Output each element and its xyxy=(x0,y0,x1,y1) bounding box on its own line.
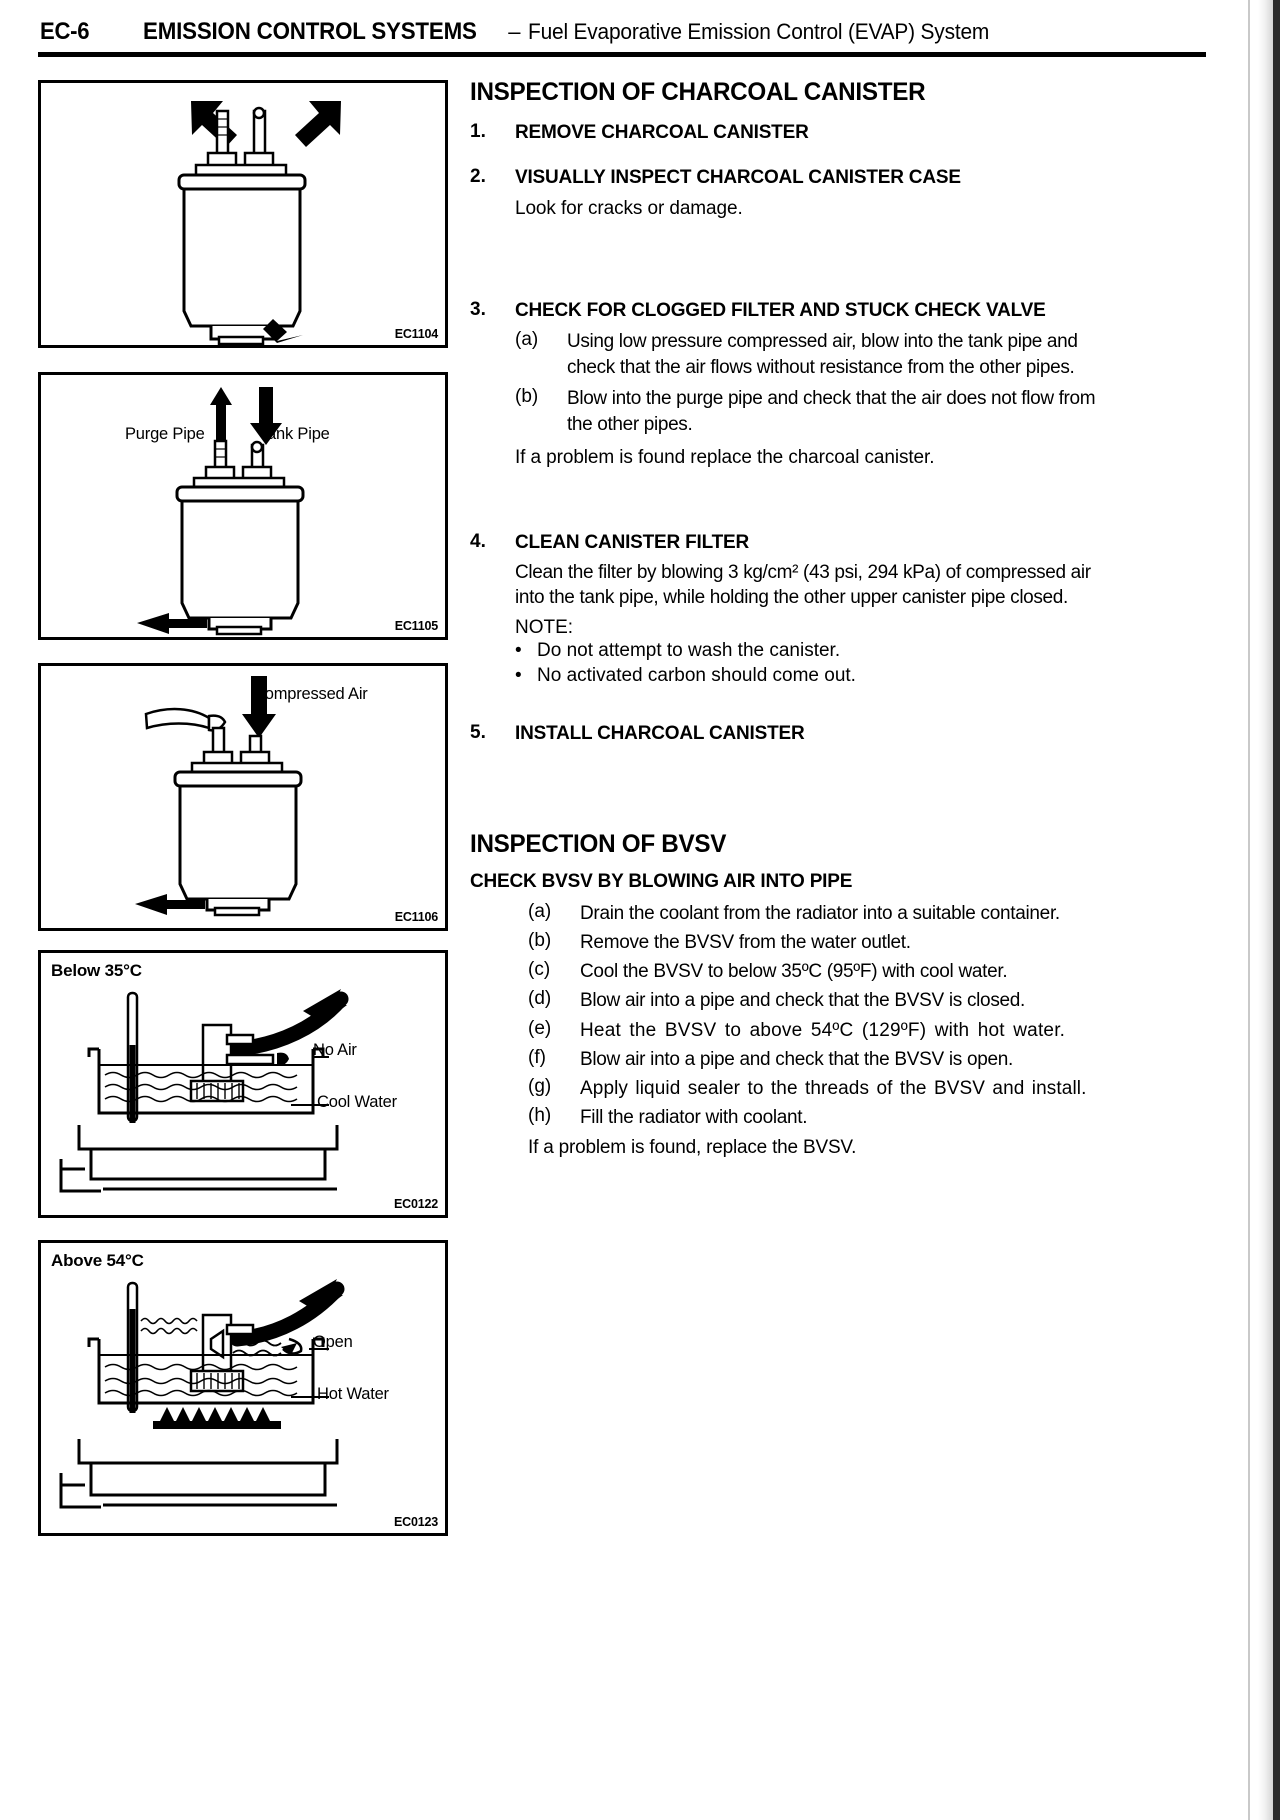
figure-label-below-temp: Below 35°C xyxy=(51,961,142,980)
step-3-closing: If a problem is found replace the charcoal canister. xyxy=(515,447,935,469)
step-3 xyxy=(470,299,1110,323)
item-label: (d) xyxy=(528,988,552,1010)
step-number: 2. xyxy=(470,166,486,188)
figure-clean-canister-filter xyxy=(38,663,448,931)
sub-label: (a) xyxy=(515,329,539,351)
step-5 xyxy=(470,722,1110,746)
figure-code: EC1105 xyxy=(394,619,438,633)
scan-spine-line xyxy=(1248,0,1250,1820)
item-text: Blow air into a pipe and check that the BVSV is open. xyxy=(580,1048,1013,1070)
header-dash: – xyxy=(508,19,521,44)
bvsv-item-e xyxy=(528,1018,1110,1043)
bvsv-item-h xyxy=(528,1105,1110,1130)
figure-label-cool-water: Cool Water xyxy=(317,1093,397,1111)
figure-label-no-air: No Air xyxy=(313,1041,357,1059)
step-number: 3. xyxy=(470,299,486,321)
canister-diagram-2 xyxy=(41,375,445,637)
figure-code: EC0123 xyxy=(394,1515,438,1529)
step-3-sub-a xyxy=(515,329,1110,380)
bvsv-item-g xyxy=(528,1076,1110,1101)
bvsv-item-f xyxy=(528,1047,1110,1072)
spacer xyxy=(470,221,1110,299)
step-title: CHECK FOR CLOGGED FILTER AND STUCK CHECK VALVE xyxy=(515,300,1046,322)
item-text: Blow air into a pipe and check that the BVSV is closed. xyxy=(580,990,1026,1012)
item-label: (b) xyxy=(528,929,552,951)
figure-code: EC1106 xyxy=(394,910,438,924)
sub-text: Using low pressure compressed air, blow into the tank pipe and check that the air flows without resistance from the other pipes. xyxy=(567,331,1078,378)
bvsv-item-a xyxy=(528,901,1110,926)
header-subtitle: Fuel Evaporative Emission Control (EVAP) System xyxy=(527,19,989,44)
step-4-body: Clean the filter by blowing 3 kg/cm² (43 psi, 294 kPa) of compressed air into the tank pipe, while holding the other upper canister pipe closed. xyxy=(515,561,1091,609)
step-title: CLEAN CANISTER FILTER xyxy=(515,531,749,553)
step-number: 5. xyxy=(470,722,486,744)
step-title: REMOVE CHARCOAL CANISTER xyxy=(515,122,809,143)
page-number: EC-6 xyxy=(40,18,90,45)
step-number: 4. xyxy=(470,530,486,552)
figure-label-compressed-air: Compressed Air xyxy=(253,685,368,703)
step-2 xyxy=(470,166,1110,190)
spacer xyxy=(470,752,1110,830)
figure-code: EC1104 xyxy=(394,327,438,341)
spacer xyxy=(470,150,1110,166)
figure-code: EC0122 xyxy=(394,1197,438,1211)
figure-label-hot-water: Hot Water xyxy=(317,1385,389,1403)
item-label: (c) xyxy=(528,959,551,981)
item-label: (f) xyxy=(528,1046,546,1068)
step-1 xyxy=(470,121,1110,145)
item-text: Heat the BVSV to above 54ºC (129ºF) with hot water. xyxy=(580,1019,1066,1041)
section-title-charcoal-canister: INSPECTION OF CHARCOAL CANISTER xyxy=(470,78,926,106)
note-bullet-2 xyxy=(515,664,1110,689)
item-text: Fill the radiator with coolant. xyxy=(580,1107,808,1129)
item-text: Apply liquid sealer to the threads of the BVSV and install. xyxy=(580,1078,1087,1100)
note-text: No activated carbon should come out. xyxy=(537,664,856,686)
note-bullet-1 xyxy=(515,639,1110,664)
step-title: VISUALLY INSPECT CHARCOAL CANISTER CASE xyxy=(515,167,961,189)
header-rule xyxy=(38,52,1206,57)
bvsv-item-d xyxy=(528,988,1110,1013)
figure-label-tank-pipe: Tank Pipe xyxy=(259,425,330,443)
figure-label-above-temp: Above 54°C xyxy=(51,1251,144,1270)
bvsv-diagram-cool xyxy=(41,953,445,1215)
item-label: (a) xyxy=(528,900,552,922)
instruction-column xyxy=(470,78,1110,1159)
step-4 xyxy=(470,531,1110,555)
section-title-bvsv: INSPECTION OF BVSV xyxy=(470,829,727,858)
step-number: 1. xyxy=(470,121,486,142)
bullet-icon: • xyxy=(515,639,522,661)
bullet-icon: • xyxy=(515,664,522,686)
canister-diagram-3 xyxy=(41,666,445,928)
figure-label-purge-pipe: Purge Pipe xyxy=(125,425,205,443)
bvsv-item-c xyxy=(528,959,1110,984)
note-text: Do not attempt to wash the canister. xyxy=(537,639,841,661)
step-title: INSTALL CHARCOAL CANISTER xyxy=(515,723,805,745)
item-label: (h) xyxy=(528,1105,552,1127)
header-title: EMISSION CONTROL SYSTEMS xyxy=(143,18,478,45)
figure-label-open: Open xyxy=(313,1333,353,1351)
figure-charcoal-canister-remove xyxy=(38,80,448,348)
note-label: NOTE: xyxy=(515,616,574,638)
scan-edge-shadow xyxy=(1258,0,1280,1820)
item-text: Drain the coolant from the radiator into a suitable container. xyxy=(580,902,1060,924)
item-text: Remove the BVSV from the water outlet. xyxy=(580,931,911,953)
bvsv-closing-text: If a problem is found, replace the BVSV. xyxy=(528,1136,857,1158)
sub-text: Blow into the purge pipe and check that the air does not flow from the other pipes. xyxy=(567,388,1096,435)
figure-bvsv-hot-water xyxy=(38,1240,448,1536)
sub-label: (b) xyxy=(515,386,539,408)
item-label: (g) xyxy=(528,1076,552,1098)
item-text: Cool the BVSV to below 35ºC (95ºF) with cool water. xyxy=(580,961,1008,983)
bvsv-item-b xyxy=(528,930,1110,955)
step-2-body: Look for cracks or damage. xyxy=(515,197,743,219)
step-3-sub-b xyxy=(515,386,1110,437)
spacer xyxy=(470,688,1110,722)
bvsv-check-heading: CHECK BVSV BY BLOWING AIR INTO PIPE xyxy=(470,870,853,892)
item-label: (e) xyxy=(528,1017,552,1039)
canister-diagram-1 xyxy=(41,83,445,345)
spacer xyxy=(470,471,1110,531)
page-header xyxy=(40,18,1200,46)
figure-check-clogged-filter xyxy=(38,372,448,640)
figure-bvsv-cool-water xyxy=(38,950,448,1218)
